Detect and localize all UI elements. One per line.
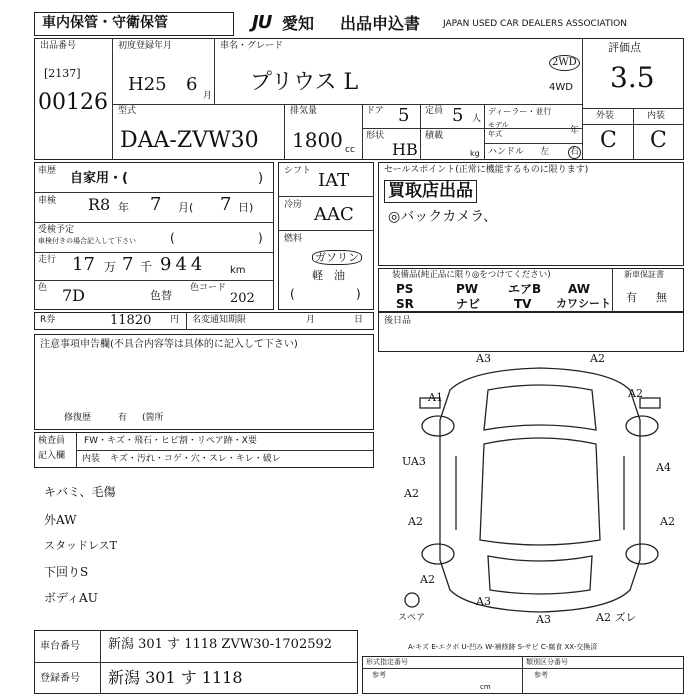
capacity-label: 定員 xyxy=(425,106,444,116)
doors-label: ドア xyxy=(366,106,384,116)
equip-aw: AW xyxy=(568,282,590,296)
color-code-value: 202 xyxy=(230,291,255,306)
capacity-value: 5 xyxy=(452,105,464,126)
shift-label: シフト xyxy=(284,166,312,176)
model-year-label2: 年式 xyxy=(488,130,502,138)
mileage-man-unit: 万 xyxy=(104,260,117,274)
damage-mark: A2 xyxy=(404,487,419,500)
warranty-no: 無 xyxy=(656,291,667,304)
recycle-label: R券 xyxy=(40,315,56,325)
mileage-man: 17 xyxy=(72,254,95,275)
inspector-row1: FW・キズ・飛石・ヒビ割・リペア跡・X要 xyxy=(84,436,257,446)
inspection-label: 車検 xyxy=(38,196,57,206)
damage-mark: UA3 xyxy=(402,455,426,468)
damage-mark: A2 xyxy=(408,515,423,528)
body-value: HB xyxy=(392,140,418,159)
fuel-option-diesel: 軽 油 xyxy=(312,269,345,282)
lot-number: 00126 xyxy=(38,90,108,115)
first-reg-month-unit: 月 xyxy=(203,91,213,101)
storage-label: 車内保管・守衛保管 xyxy=(42,15,168,31)
rating-value: 3.5 xyxy=(610,61,655,94)
doors-value: 5 xyxy=(398,105,410,126)
inspection-day-unit: 日) xyxy=(238,201,254,214)
displacement-unit: cc xyxy=(345,145,355,155)
loading-label: 積載 xyxy=(425,131,444,141)
damage-mark: A2 ズレ xyxy=(596,611,637,624)
damage-legend: A-キズ E-エクボ U-凹み W-補修跡 S-サビ C-腐食 XX-交換済 xyxy=(408,643,598,651)
ref-label2: 類別区分番号 xyxy=(526,658,568,666)
exterior-label: 外装 xyxy=(596,111,615,121)
repair-value: 有 xyxy=(118,413,128,423)
lot-sub: [2137] xyxy=(44,67,81,80)
notes-label: 注意事項申告欄(不具合内容等は具体的に記入して下さい) xyxy=(40,339,298,350)
first-reg-era: H25 xyxy=(128,74,167,95)
damage-mark: A2 xyxy=(420,573,435,586)
ac-label: 冷房 xyxy=(284,200,303,210)
mileage-sen-unit: 千 xyxy=(140,260,153,274)
sheet-title: 出品申込書 xyxy=(340,14,421,33)
damage-mark: A1 xyxy=(428,391,443,404)
sale-point-note: ◎バックカメラ、 xyxy=(388,209,498,225)
after-date-label: 後日品 xyxy=(384,316,412,326)
mileage-sen: 7 xyxy=(122,254,134,275)
new-warranty-label: 新車保証書 xyxy=(624,270,664,279)
ref-cm: cm xyxy=(480,683,491,691)
inspection-year-unit: 年 xyxy=(118,201,129,214)
registration-value: 新潟 301 す 1118 xyxy=(108,668,243,687)
ju-logo: JU xyxy=(252,12,272,33)
fuel-option-gasoline: ガソリン xyxy=(312,250,362,265)
equip-tv: TV xyxy=(514,297,532,311)
inspection-month: 7 xyxy=(150,194,162,215)
model-year-unit: 年 xyxy=(570,126,580,136)
chassis-label: 車台番号 xyxy=(40,641,80,652)
registration-label: 登録番号 xyxy=(40,673,80,684)
spare-label: スペア xyxy=(398,613,426,623)
equip-leather: カワシート xyxy=(556,297,611,310)
ref-label4: 参考 xyxy=(534,671,548,679)
inspection-day: 7 xyxy=(220,194,232,215)
loading-unit: kg xyxy=(470,149,480,158)
recycle-value: 11820 xyxy=(110,313,152,328)
model-value: DAA-ZVW30 xyxy=(120,128,259,153)
inspector-row2: キズ・汚れ・コゲ・穴・スレ・キレ・破レ xyxy=(110,454,281,464)
history-close: ) xyxy=(258,171,264,186)
warranty-yes: 有 xyxy=(626,291,637,304)
history-value: 自家用・( xyxy=(70,171,128,186)
mileage-label: 走行 xyxy=(38,255,57,265)
exterior-grade: C xyxy=(600,128,617,153)
ac-value: AAC xyxy=(314,204,354,225)
color-code-label: 色コード xyxy=(190,283,227,293)
equip-pw: PW xyxy=(456,282,479,296)
color-label: 色 xyxy=(38,283,48,293)
interior-grade: C xyxy=(650,128,667,153)
inspector-label2: 記入欄 xyxy=(38,451,66,461)
shift-value: IAT xyxy=(318,170,350,191)
receipt-open: ( xyxy=(170,231,175,245)
chassis-value: 新潟 301 す 1118 ZVW30-1702592 xyxy=(108,637,333,652)
model-year-label1: モデル xyxy=(488,121,509,129)
receipt-note: 車検付きの場合記入して下さい xyxy=(38,237,136,245)
body-label: 形状 xyxy=(366,131,385,141)
tax-month-unit: 月 xyxy=(306,315,316,325)
repair-label: 修復歴 xyxy=(64,413,92,423)
fuel-open: ( xyxy=(290,287,295,301)
brand-name: 愛知 xyxy=(282,14,315,33)
car-name-label: 車名・グレード xyxy=(220,41,284,51)
capacity-unit: 人 xyxy=(472,114,482,124)
drive-2wd: 2WD xyxy=(549,55,580,71)
lot-label: 出品番号 xyxy=(40,41,77,51)
handle-left: 左 xyxy=(540,147,550,157)
first-reg-label: 初度登録年月 xyxy=(118,41,173,51)
inspection-month-unit: 月( xyxy=(178,201,194,214)
interior-label: 内装 xyxy=(647,111,666,121)
inspector-label1: 検査員 xyxy=(38,436,66,446)
displacement-label: 排気量 xyxy=(290,106,318,116)
damage-mark: A2 xyxy=(590,352,605,365)
inspector-row2-label: 内装 xyxy=(82,454,101,464)
receipt-close: ) xyxy=(258,231,263,245)
damage-mark: A2 xyxy=(628,387,643,400)
dealer-label: ディーラー・並行 xyxy=(488,107,552,116)
handwritten-note: キバミ、毛傷 xyxy=(44,485,116,499)
mileage-unit: km xyxy=(230,265,246,276)
first-reg-month: 6 xyxy=(186,74,198,95)
damage-mark: A3 xyxy=(476,595,491,608)
damage-mark: A3 xyxy=(536,613,551,626)
handwritten-note: ボディAU xyxy=(44,591,98,605)
displacement-value: 1800 xyxy=(292,128,343,152)
ref-label3: 参考 xyxy=(372,671,386,679)
equip-airbag: エアB xyxy=(508,282,542,296)
repair-place: (箇所 xyxy=(142,413,164,423)
equipment-label: 装備品(純正品に限り◎をつけてください) xyxy=(392,270,551,280)
tax-label: 名変通知期限 xyxy=(192,315,247,325)
receipt-label: 受検予定 xyxy=(38,225,75,235)
ref-label1: 形式指定番号 xyxy=(366,658,408,666)
handwritten-note: 外AW xyxy=(44,513,77,527)
sale-point-stamp: 買取店出品 xyxy=(384,180,477,203)
damage-mark: A2 xyxy=(660,515,675,528)
equip-navi: ナビ xyxy=(456,297,481,311)
handwritten-note: スタッドレスT xyxy=(44,539,118,552)
history-label: 車歴 xyxy=(38,166,57,176)
car-name-value: プリウス L xyxy=(250,70,359,95)
handle-right: 右 xyxy=(570,147,580,157)
inspection-era: R8 xyxy=(88,195,111,214)
equip-ps: PS xyxy=(396,282,414,296)
drive-4wd: 4WD xyxy=(549,82,573,93)
sale-point-label: セールスポイント(正常に機能するものに限ります) xyxy=(384,165,589,175)
association-name: JAPAN USED CAR DEALERS ASSOCIATION xyxy=(443,19,627,29)
equip-sr: SR xyxy=(396,297,414,311)
fuel-close: ) xyxy=(356,287,361,301)
handle-label: ハンドル xyxy=(488,147,525,157)
damage-mark: A3 xyxy=(476,352,491,365)
fuel-label: 燃料 xyxy=(284,234,303,244)
model-label: 型式 xyxy=(118,106,137,116)
mileage-rest: 944 xyxy=(160,254,207,275)
rating-label: 評価点 xyxy=(608,41,641,54)
color-value: 7D xyxy=(62,286,86,305)
handwritten-note: 下回りS xyxy=(44,565,89,579)
recycle-unit: 円 xyxy=(170,315,180,325)
tax-day-unit: 日 xyxy=(354,315,364,325)
damage-mark: A4 xyxy=(656,461,671,474)
color-change-label: 色替 xyxy=(150,289,172,302)
